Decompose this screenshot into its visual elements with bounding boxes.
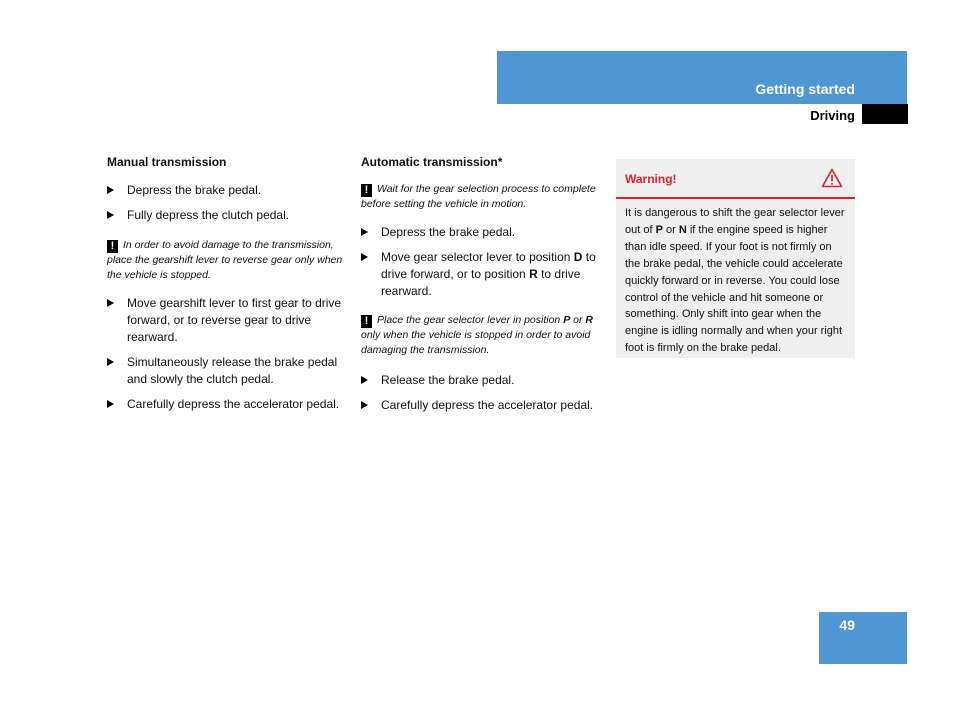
gear-position-n: N [678, 223, 687, 236]
triangle-bullet-icon [361, 228, 368, 236]
step-text-part: Move gear selector lever to position [381, 250, 574, 264]
step-text: Depress the brake pedal. [127, 183, 262, 197]
manual-caution-note [107, 238, 347, 283]
automatic-caution-note-2 [361, 313, 601, 358]
automatic-heading: Automatic transmission* [361, 155, 503, 169]
note-text-part: only when the vehicle is stopped in order to avoid damaging the transmission. [361, 329, 591, 356]
triangle-bullet-icon [107, 400, 114, 408]
step-text: Release the brake pedal. [381, 373, 515, 387]
gear-position-r: R [529, 267, 538, 281]
automatic-step [361, 372, 601, 389]
warning-triangle-icon [821, 168, 843, 188]
step-text-part: to drive forward, or to position [381, 250, 596, 281]
manual-step [107, 207, 347, 224]
note-text-part: Place the gear selector lever in position [377, 314, 564, 326]
manual-step [107, 396, 347, 413]
warning-text-part: It is dangerous to shift the gear selector lever out of [625, 207, 845, 236]
section-tab-marker [862, 104, 908, 124]
exclamation-icon: ! [107, 240, 118, 253]
triangle-bullet-icon [107, 186, 114, 194]
gear-position-r: R [585, 314, 593, 326]
page-number-box [819, 612, 907, 664]
automatic-step [361, 249, 601, 300]
warning-text-part: or [662, 223, 679, 236]
triangle-bullet-icon [107, 358, 114, 366]
warning-text-part: if the engine speed is higher than idle speed. If your foot is not firmly on the brake pedal, the vehicle could accelerate quickly forward or in reverse. You could lose control of the vehicle and hit someone or something. Only shift into gear when the engine is idling normally and when your right foot is firmly on the brake pedal. [625, 223, 843, 355]
automatic-caution-note-1 [361, 182, 601, 212]
step-text: Depress the brake pedal. [381, 225, 516, 239]
step-text: Fully depress the clutch pedal. [127, 208, 290, 222]
gear-position-p: P [563, 314, 571, 326]
note-text: In order to avoid damage to the transmission, place the gearshift lever to reverse gear only when the vehicle is stopped. [107, 239, 343, 281]
note-text: Wait for the gear selection process to complete before setting the vehicle in motion. [361, 183, 596, 210]
triangle-bullet-icon [107, 211, 114, 219]
step-text: Simultaneously release the brake pedal and slowly the clutch pedal. [127, 355, 338, 386]
manual-step [107, 354, 347, 388]
manual-heading: Manual transmission [107, 155, 227, 169]
triangle-bullet-icon [361, 376, 368, 384]
warning-title: Warning! [625, 172, 677, 186]
step-text: Carefully depress the accelerator pedal. [127, 397, 340, 411]
gear-position-d: D [573, 250, 583, 264]
automatic-transmission-column [361, 155, 601, 422]
section-title: Driving [810, 108, 855, 123]
gear-position-p: P [655, 223, 663, 236]
chapter-title: Getting started [755, 81, 855, 97]
manual-transmission-column [107, 155, 347, 421]
step-text: Carefully depress the accelerator pedal. [381, 398, 594, 412]
automatic-step [361, 397, 601, 414]
triangle-bullet-icon [107, 299, 114, 307]
step-text-part: to drive rearward. [381, 267, 581, 298]
exclamation-icon: ! [361, 184, 372, 197]
warning-box [616, 159, 855, 358]
warning-header [616, 159, 855, 199]
note-text-part: or [570, 314, 586, 326]
step-text: Move gearshift lever to first gear to drive forward, or to reverse gear to drive rearward. [127, 296, 342, 344]
warning-text [616, 199, 855, 357]
exclamation-icon: ! [361, 315, 372, 328]
chapter-header-band [497, 51, 907, 104]
triangle-bullet-icon [361, 253, 368, 261]
automatic-step [361, 224, 601, 241]
page-number: 49 [839, 617, 855, 633]
triangle-bullet-icon [361, 401, 368, 409]
manual-step [107, 295, 347, 346]
manual-step [107, 182, 347, 199]
